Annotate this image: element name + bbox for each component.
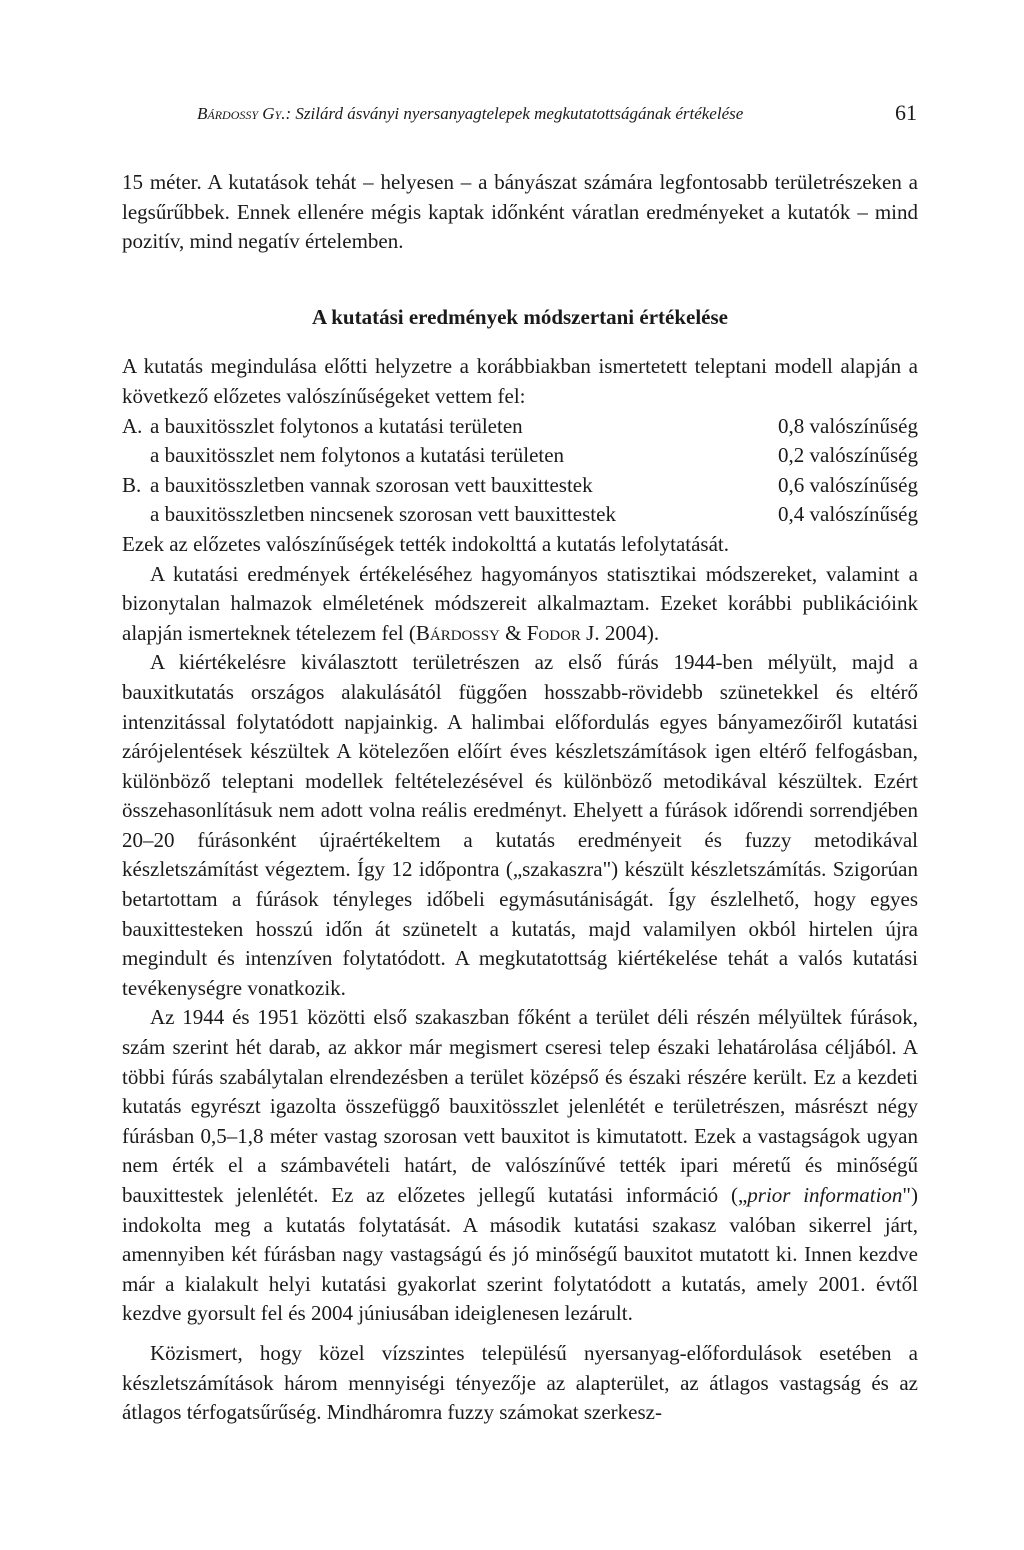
paragraph-area-history: A kiértékelésre kiválasztott területrészen az első fúrás 1944-ben mélyült, majd a bauxitkutatás országos alakulásától függően hosszabb-rövidebb szünetekkel és eltérő intenzitással folytatódott napjainkig. A halimbai előfordulás egyes bányamezőiről kutatási zárójelentések készültek A kötelezően előírt éves készletszámítások igen eltérő felfogásban, különböző teleptani modellek feltételezésével és különböző metodikával készültek. Ezért összehasonlításuk nem adott volna reális eredményt. Ehelyett a fúrások időrendi sorrendjében 20–20 fúrásonként újraértékeltem a kutatás eredményeit és fuzzy metodikával készletszámítást végeztem. Így 12 időpontra („szakaszra") készült készletszámítás. Szigorúan betartottam a fúrások tényleges időbeli egymásutániságát. Így észlelhető, hogy egyes bauxittesteken hosszú időn át szünetelt a kutatás, majd valamilyen okból hirtelen újra megindult és intenzíven folytatódott. A megkutatottság kiértékelése tehát a valós kutatási tevékenységre vonatkozik. bbox=[122, 650, 918, 1000]
list-item bbox=[122, 412, 918, 442]
paragraph-justification: Ezek az előzetes valószínűségek tették indokolttá a kutatás lefolytatását. bbox=[122, 531, 730, 556]
list-text: a bauxitösszletben vannak szorosan vett bauxittestek bbox=[150, 472, 593, 497]
running-title bbox=[197, 104, 743, 124]
list-text: a bauxitösszlet nem folytonos a kutatási területen bbox=[150, 443, 565, 468]
first-stage-text: Az 1944 és 1951 közötti első szakaszban főként a terület déli részén mélyültek fúrások, szám szerint hét darab, az akkor már megismert cseresi telep északi lehatárolása céljából. A többi fúrás szabálytalan elrendezésben a terület középső és északi részére került. Ez a kezdeti kutatás egyrészt igazolta összefüggő bauxitösszlet jelenlétét e területrészen, másrészt négy fúrásban 0,5–1,8 méter vastag szorosan vett bauxitot is kimutatott. Ezek a vastagságok ugyan nem érték el a számbavételi határt, de valószínűvé tették ipari méretű és minőségű bauxittestek jelenlétét. Ez az előzetes jellegű kutatási információ („ bbox=[122, 1005, 918, 1207]
paragraph-first-stage bbox=[122, 1003, 918, 1329]
paragraph-intro: 15 méter. A kutatások tehát – helyesen – a bányászat számára legfontosabb területrészeken a legsűrűbbek. Ennek ellenére mégis kaptak időnként váratlan eredményeket a kutatók – mind pozitív, mind negatív értelemben. bbox=[122, 170, 918, 254]
paragraph-methods bbox=[122, 560, 918, 649]
header-title: : Szilárd ásványi nyersanyagtelepek megkutatottságának értékelése bbox=[285, 104, 744, 123]
list-item bbox=[122, 471, 918, 501]
list-text: a bauxitösszlet folytonos a kutatási területen bbox=[150, 413, 523, 438]
body-text bbox=[122, 168, 918, 1428]
list-text: a bauxitösszletben nincsenek szorosan vett bauxittestek bbox=[150, 502, 616, 527]
running-header bbox=[197, 100, 917, 132]
list-probability: 0,6 valószínűség bbox=[778, 472, 918, 497]
page-number: 61 bbox=[895, 100, 917, 125]
list-label bbox=[122, 500, 150, 530]
list-label: B. bbox=[122, 472, 142, 497]
list-label: A. bbox=[122, 413, 143, 438]
ref-author-1: Bárdossy bbox=[415, 620, 500, 645]
ref-author-2: Fodor bbox=[526, 620, 581, 645]
section-heading: A kutatási eredmények módszertani értékelése bbox=[311, 304, 729, 329]
prior-information-term: prior information bbox=[747, 1183, 903, 1207]
list-probability: 0,8 valószínűség bbox=[778, 413, 918, 438]
header-author: Bárdossy Gy. bbox=[197, 104, 286, 123]
ref-rest: J. 2004). bbox=[580, 620, 660, 645]
probability-list bbox=[122, 412, 918, 530]
paragraph-fuzzy: Közismert, hogy közel vízszintes településű nyersanyag-előfordulások esetében a készletszámítások három mennyiségi tényezője az alapterület, az átlagos vastagság és az átlagos térfogatsűrűség. Mindháromra fuzzy számokat szerkesz- bbox=[122, 1340, 918, 1425]
list-item bbox=[122, 441, 918, 471]
first-stage-text-cont: ") indokolta meg a kutatás folytatását. A második kutatási szakasz valóban sikerrel járt, amennyiben két fúrásban nagy vastagságú és jó minőségű bauxitot mutatott ki. Innen kezdve már a kialakult helyi kutatási gyakorlat szerint folytatódott a kutatás, amely 2001. évtől kezdve gyorsult fel és 2004 júniusában ideiglenesen lezárult. bbox=[122, 1183, 918, 1326]
methods-text: A kutatási eredmények értékeléséhez hagyományos statisztikai módszereket, valamint a bizonytalan halmazok elméletének módszereit alkalmaztam. Ezeket korábbi publikációink alapján ismerteknek tételezem fel ( bbox=[122, 561, 918, 645]
list-probability: 0,4 valószínűség bbox=[778, 502, 918, 527]
ref-and: & bbox=[499, 620, 527, 645]
list-label bbox=[122, 441, 150, 471]
list-probability: 0,2 valószínűség bbox=[778, 443, 918, 468]
list-item bbox=[122, 500, 918, 530]
paragraph-prior-model: A kutatás megindulása előtti helyzetre a korábbiakban ismertetett teleptani modell alapján a következő előzetes valószínűségeket vettem fel: bbox=[122, 354, 918, 408]
